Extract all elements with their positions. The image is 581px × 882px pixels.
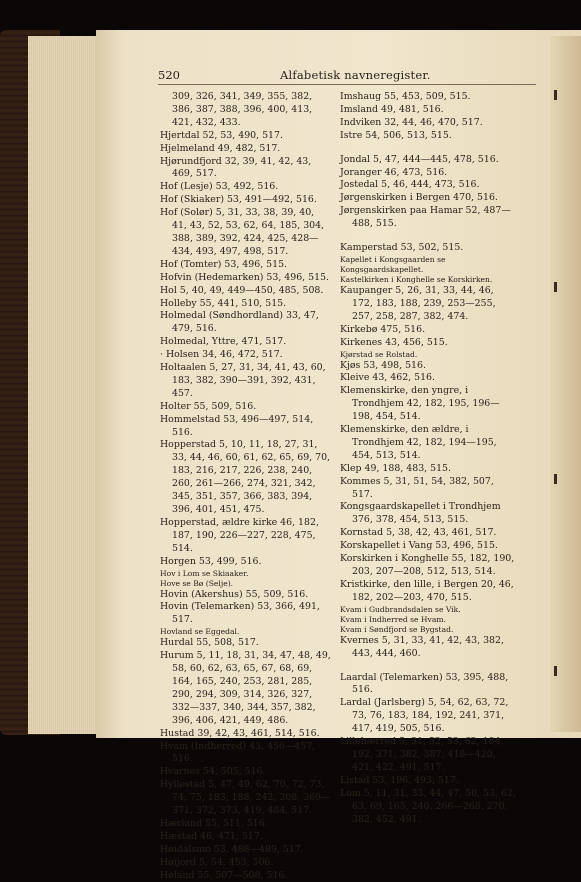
- index-entry: Hyllestad 5, 47, 49, 62, 70, 72, 73, 74, 75, 183, 188, 242, 308, 369—371, 372, 373, 419, 484, 517.: [160, 779, 331, 817]
- index-entry: Holtaalen 5, 27, 31, 34, 41, 43, 60, 183, 382, 390—391, 392, 431, 457.: [160, 362, 326, 399]
- index-entry: Kaupanger 5, 26, 31, 33, 44, 46, 172, 183, 188, 239, 253—255, 257, 258, 287, 382, 474.: [340, 284, 496, 322]
- index-entry: Imshaug 55, 453, 509, 515.: [340, 91, 471, 102]
- page-number: 520: [158, 68, 180, 82]
- index-entry: Høland 55, 507—508, 516.: [160, 869, 288, 881]
- index-entry: Kirkebø 475, 516.: [340, 323, 426, 335]
- index-entry: Indviken 32, 44, 46, 470, 517.: [340, 116, 483, 128]
- index-entry: Klep 49, 188, 483, 515.: [340, 462, 452, 474]
- index-entry: Hol 5, 40, 49, 449—450, 485, 508.: [160, 284, 324, 296]
- next-page-edge: [550, 36, 581, 732]
- index-entry: Holmedal, Yttre, 471, 517.: [160, 336, 287, 348]
- binding-thread: [554, 474, 557, 484]
- index-entry: · Holsen 34, 46, 472, 517.: [160, 349, 283, 361]
- index-entry: Laardal (Telemarken) 53, 395, 488, 516.: [340, 671, 509, 696]
- index-entry: Hurdal 55, 508, 517.: [160, 637, 259, 649]
- page-stack-edge: [28, 36, 100, 734]
- index-entry: Hæstad 46, 471, 517.: [160, 830, 263, 842]
- index-entry: Kleive 43, 462, 516.: [340, 372, 435, 384]
- index-entry: Hovin (Akershus) 55, 509, 516.: [160, 588, 309, 600]
- index-entry: Hof (Solør) 5, 31, 33, 38, 39, 40, 41, 43, 52, 53, 62, 64, 185, 304, 388, 389, 392, 424, 425, 428—434, 493, 497, 498, 517.: [160, 207, 325, 257]
- index-entry: Hovin (Telemarken) 53, 366, 491, 517.: [160, 601, 320, 626]
- running-head: Alfabetisk navneregister.: [280, 68, 431, 82]
- index-entry: Hvarnes 54, 505, 516.: [160, 766, 266, 778]
- index-entry: Lom 5, 11, 31, 33, 44, 47, 50, 53, 62, 63, 69, 165, 240, 266—268, 270, 382, 452, 491.: [340, 787, 516, 825]
- index-entry: Hof (Skiaker) 53, 491—492, 516.: [160, 194, 317, 206]
- index-entry: Kapellet i Kongsgaarden se Kongsgaardskapellet.: [340, 254, 446, 274]
- index-entry: Hustad 39, 42, 43, 461, 514, 516.: [160, 727, 320, 739]
- index-entry: Jondal 5, 47, 444—445, 478, 516.: [340, 153, 499, 165]
- header-rule: [158, 84, 536, 85]
- index-entry: Hommelstad 53, 496—497, 514, 516.: [160, 413, 314, 438]
- index-entry: Listad 53, 196, 493, 517.: [340, 774, 459, 786]
- index-column-left: [160, 91, 332, 882]
- index-entry: Hvam (Indherred) 43, 456—457, 516.: [160, 740, 316, 765]
- index-entry: Kvernes 5, 31, 33, 41, 42, 43, 382, 443, 444, 460.: [340, 634, 504, 659]
- index-entry: Hopperstad 5, 10, 11, 18, 27, 31, 33, 44, 46, 60, 61, 62, 65, 69, 70, 183, 216, 217, 226, 238, 240, 260, 261—266, 274, 321, 342, 345, 351, 357, 366, 383, 394, 396, 401, 451, 475.: [160, 439, 331, 515]
- index-entry: Kongsgaardskapellet i Trondhjem 376, 378, 454, 513, 515.: [340, 501, 501, 526]
- index-entry: Istre 54, 506, 513, 515.: [340, 129, 452, 141]
- page-header: [158, 68, 533, 84]
- index-entry: Jørgenskirken i Bergen 470, 516.: [340, 192, 498, 204]
- binding-thread: [554, 90, 557, 100]
- index-entry: Kristkirke, den lille, i Bergen 20, 46, 182, 202—203, 470, 515.: [340, 578, 514, 603]
- index-entry: Hovland se Eggedal.: [160, 627, 240, 637]
- index-entry: Hofvin (Hedemarken) 53, 496, 515.: [160, 271, 330, 283]
- index-entry: Hov i Lom se Skiaaker.: [160, 568, 249, 578]
- index-entry: Kamperstad 53, 502, 515.: [340, 242, 464, 254]
- index-entry: Jørgenskirken paa Hamar 52, 487—488, 515.: [340, 205, 511, 230]
- index-entry: Korskapellet i Vang 53, 496, 515.: [340, 540, 498, 552]
- index-entry: Hove se Bø (Selje).: [160, 578, 234, 588]
- index-entry: Joranger 46, 473, 516.: [340, 166, 448, 178]
- index-entry: Kornstad 5, 38, 42, 43, 461, 517.: [340, 527, 497, 539]
- index-entry: Kvam i Gudbrandsdalen se Vik.: [340, 604, 461, 614]
- index-entry: Holleby 55, 441, 510, 515.: [160, 297, 287, 309]
- index-entry: Lardal (Jarlsberg) 5, 54, 62, 63, 72, 73, 76, 183, 184, 192, 241, 371, 417, 419, 505, 516.: [340, 697, 509, 735]
- index-column-right: [340, 91, 516, 826]
- index-entry: Høidalsmo 53, 488—489, 517.: [160, 843, 304, 855]
- index-entry: Holmedal (Søndhordland) 33, 47, 479, 516.: [160, 310, 319, 335]
- index-entry: Hærland 55, 511, 516.: [160, 817, 268, 829]
- index-entry: Lillehærred 5, 31, 52, 53, 62, 184, 192, 371, 382, 387, 418—420, 421, 422, 491, 517.: [340, 736, 504, 773]
- index-entry: Jostedal 5, 46, 444, 473, 516.: [340, 179, 480, 191]
- index-entry: Imsland 49, 481, 516.: [340, 103, 444, 115]
- index-entry: Kjørstad se Rolstad.: [340, 349, 418, 359]
- index-entry: 309, 326, 341, 349, 355, 382, 386, 387, 388, 396, 400, 413, 421, 432, 433.: [172, 91, 313, 128]
- index-entry: Hurum 5, 11, 18, 31, 34, 47, 48, 49, 58, 60, 62, 63, 65, 67, 68, 69, 164, 165, 240, 253, 281, 285, 290, 294, 309, 314, 326, 327, 332—337, 340, 344, 357, 382, 396, 406, 421, 449, 486.: [160, 650, 331, 726]
- index-entry: Hjørundfjord 32, 39, 41, 42, 43, 469, 517.: [160, 155, 312, 180]
- index-entry: Høijord 5, 54, 453, 506.: [160, 856, 274, 868]
- index-entry: Kirkenes 43, 456, 515.: [340, 336, 448, 348]
- index-entry: Kvam i Søndfjord se Bygstad.: [340, 624, 454, 634]
- index-entry: Klemenskirke, den ældre, i Trondhjem 42, 182, 194—195, 454, 513, 514.: [340, 424, 497, 461]
- index-entry: Hof (Tomter) 53, 496, 515.: [160, 258, 288, 270]
- index-entry: Holter 55, 509, 516.: [160, 400, 257, 412]
- index-entry: Hjelmeland 49, 482, 517.: [160, 142, 281, 154]
- index-entry: Kastelkirken i Konghelle se Korskirken.: [340, 274, 493, 284]
- index-entry: Klemenskirke, den yngre, i Trondhjem 42, 182, 195, 196—198, 454, 514.: [340, 385, 500, 423]
- binding-thread: [554, 666, 557, 676]
- index-entry: Horgen 53, 499, 516.: [160, 555, 262, 567]
- index-entry: Hjertdal 52, 53, 490, 517.: [160, 129, 283, 141]
- index-entry: Korskirken i Konghelle 55, 182, 190, 203, 207—208, 512, 513, 514.: [340, 553, 515, 577]
- index-entry: Hof (Lesje) 53, 492, 516.: [160, 181, 279, 193]
- index-entry: Kvam i Indherred se Hvam.: [340, 614, 446, 624]
- binding-thread: [554, 282, 557, 292]
- index-entry: Hopperstad, ældre kirke 46, 182, 187, 190, 226—227, 228, 475, 514.: [160, 516, 319, 554]
- index-entry: Kommes 5, 31, 51, 54, 382, 507, 517.: [340, 475, 494, 500]
- index-entry: Kjøs 53, 498, 516.: [340, 359, 426, 371]
